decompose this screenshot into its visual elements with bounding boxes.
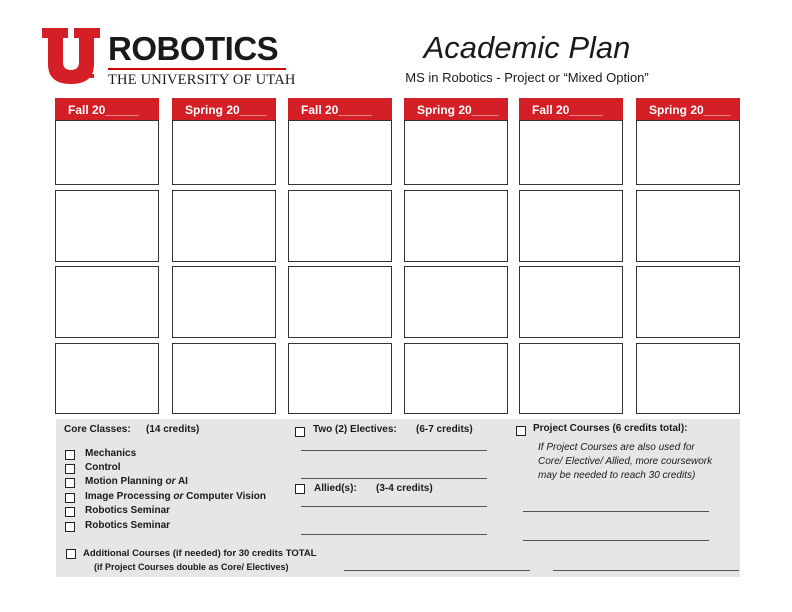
core-classes-heading: Core Classes:: [64, 424, 131, 435]
project-courses-label: Project Courses (6 credits total):: [533, 423, 688, 434]
allied-credits: (3-4 credits): [376, 483, 433, 494]
semester-column: [404, 98, 508, 120]
project-note-line: Core/ Elective/ Allied, more coursework: [538, 456, 713, 467]
core-class-text: Robotics Seminar: [85, 505, 171, 516]
semester-column: [288, 98, 392, 120]
allied-write-line[interactable]: [301, 506, 487, 507]
project-write-line[interactable]: [523, 540, 709, 541]
additional-write-line[interactable]: [553, 570, 739, 571]
project-note-line: If Project Courses are also used for: [538, 442, 695, 453]
core-class-text: AI: [175, 476, 188, 487]
course-box[interactable]: [55, 190, 159, 262]
course-box[interactable]: [288, 190, 392, 262]
semester-column: [636, 98, 740, 120]
course-box[interactable]: [172, 343, 276, 414]
core-class-label: [85, 448, 136, 459]
electives-label: Two (2) Electives:: [313, 424, 397, 435]
core-class-text: Computer Vision: [183, 491, 266, 502]
core-class-connector: or: [165, 476, 176, 487]
semester-header: Fall 20_____: [288, 98, 392, 120]
logo-divider: [108, 68, 286, 70]
core-classes-credits: (14 credits): [146, 424, 200, 435]
allied-checkbox[interactable]: [295, 484, 305, 494]
logo-wordmark: ROBOTICS: [108, 30, 279, 67]
course-box[interactable]: [519, 266, 623, 338]
course-box[interactable]: [172, 120, 276, 185]
semester-header: Spring 20____: [404, 98, 508, 120]
course-box[interactable]: [172, 190, 276, 262]
course-box[interactable]: [288, 266, 392, 338]
core-class-label: [85, 520, 170, 531]
additional-courses-label: Additional Courses (if needed) for 30 credits TOTAL: [83, 548, 317, 559]
semester-column: [519, 98, 623, 120]
course-box[interactable]: [404, 190, 508, 262]
course-box[interactable]: [404, 343, 508, 414]
core-class-text: Image Processing: [85, 491, 174, 502]
core-class-checkbox[interactable]: [65, 464, 75, 474]
course-box[interactable]: [172, 266, 276, 338]
core-class-checkbox[interactable]: [65, 478, 75, 488]
university-logo: [42, 28, 296, 88]
additional-write-line[interactable]: [344, 570, 530, 571]
core-class-checkbox[interactable]: [65, 522, 75, 532]
semester-header: Spring 20____: [636, 98, 740, 120]
course-box[interactable]: [519, 343, 623, 414]
page-subtitle: MS in Robotics - Project or “Mixed Option”: [405, 70, 649, 85]
requirements-panel: [56, 419, 740, 577]
course-box[interactable]: [55, 120, 159, 185]
project-note-line: may be needed to reach 30 credits): [538, 470, 696, 481]
core-class-label: [85, 476, 188, 487]
course-box[interactable]: [288, 343, 392, 414]
core-class-label: [85, 491, 266, 502]
semester-column: [172, 98, 276, 120]
course-box[interactable]: [55, 266, 159, 338]
electives-checkbox[interactable]: [295, 427, 305, 437]
page-title: Academic Plan: [423, 30, 631, 65]
core-class-text: Motion Planning: [85, 476, 166, 487]
core-class-checkbox[interactable]: [65, 493, 75, 503]
core-class-checkbox[interactable]: [65, 507, 75, 517]
project-courses-checkbox[interactable]: [516, 426, 526, 436]
semester-header: Fall 20_____: [519, 98, 623, 120]
semester-column: [55, 98, 159, 120]
elective-write-line[interactable]: [301, 450, 487, 451]
additional-courses-note: (if Project Courses double as Core/ Electives): [94, 562, 289, 572]
additional-courses-checkbox[interactable]: [66, 549, 76, 559]
course-box[interactable]: [404, 120, 508, 185]
core-class-label: [85, 505, 170, 516]
course-box[interactable]: [636, 190, 740, 262]
allied-label: Allied(s):: [314, 483, 357, 494]
core-class-label: [85, 462, 121, 473]
course-box[interactable]: [636, 120, 740, 185]
core-class-text: Mechanics: [85, 448, 137, 459]
project-write-line[interactable]: [523, 511, 709, 512]
core-class-connector: or: [173, 491, 184, 502]
semester-header: Spring 20____: [172, 98, 276, 120]
core-class-checkbox[interactable]: [65, 450, 75, 460]
course-box[interactable]: [519, 120, 623, 185]
course-box[interactable]: [636, 266, 740, 338]
core-class-text: Robotics Seminar: [85, 520, 171, 531]
block-u-logo-icon: [42, 28, 100, 88]
course-box[interactable]: [288, 120, 392, 185]
course-box[interactable]: [404, 266, 508, 338]
logo-university-name: THE UNIVERSITY OF UTAH: [108, 72, 296, 88]
elective-write-line[interactable]: [301, 478, 487, 479]
semester-header: Fall 20_____: [55, 98, 159, 120]
course-box[interactable]: [636, 343, 740, 414]
core-class-text: Control: [85, 462, 121, 473]
course-box[interactable]: [519, 190, 623, 262]
electives-credits: (6-7 credits): [416, 424, 473, 435]
course-box[interactable]: [55, 343, 159, 414]
allied-write-line[interactable]: [301, 534, 487, 535]
project-courses-note: [538, 441, 738, 483]
